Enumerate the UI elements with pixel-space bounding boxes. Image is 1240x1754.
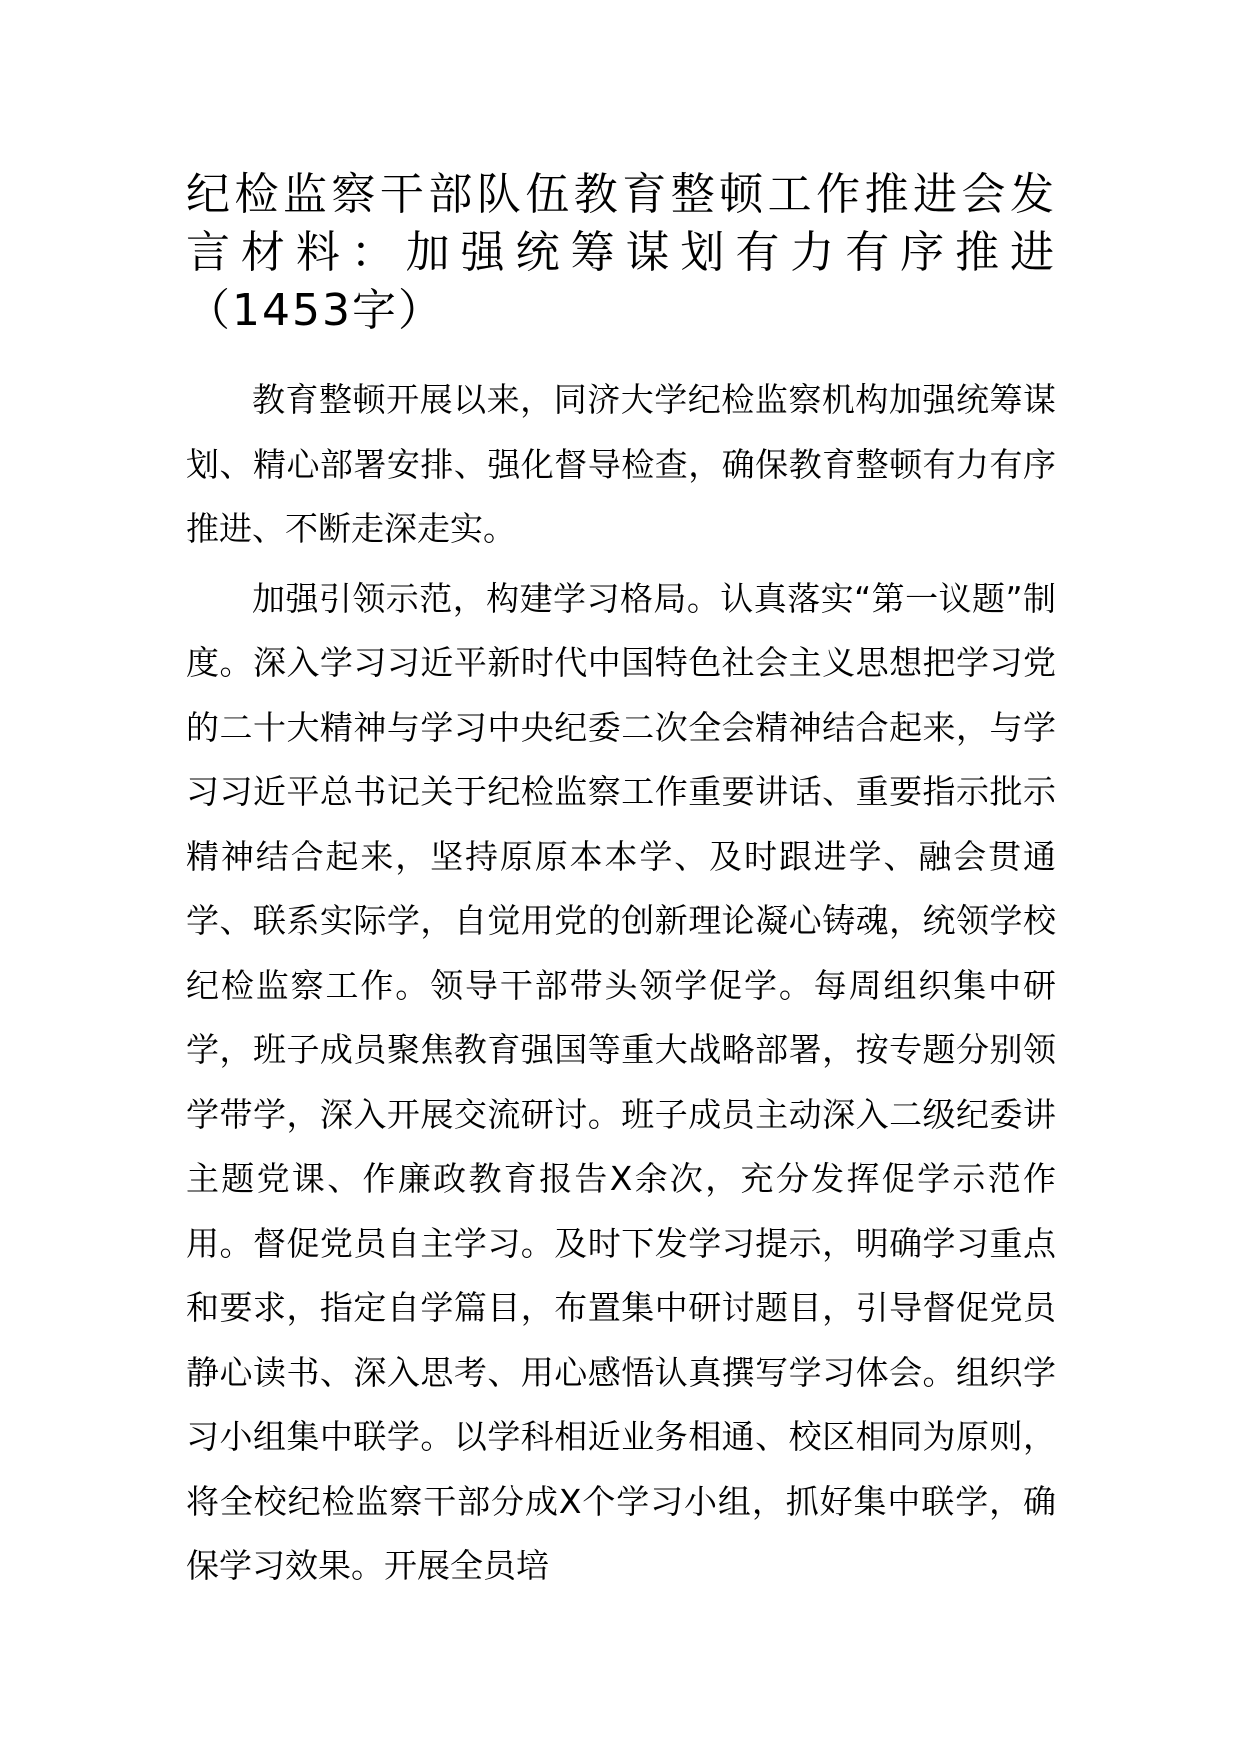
title-line-2: 言材料：加强统筹谋划有力有序推进 <box>186 227 1056 278</box>
document-title <box>186 166 1056 340</box>
title-line-3: （1453字） <box>186 285 444 336</box>
paragraph-leadership-study: 加强引领示范，构建学习格局。认真落实“第一议题”制度。深入学习习近平新时代中国特色社会主义思想把学习党的二十大精神与学习中央纪委二次全会精神结合起来，与学习习近平总书记关于纪检监察工作重要讲话、重要指示批示精神结合起来，坚持原原本本学、及时跟进学、融会贯通学、联系实际学，自觉用党的创新理论凝心铸魂，统领学校纪检监察工作。领导干部带头领学促学。每周组织集中研学，班子成员聚焦教育强国等重大战略部署，按专题分别领学带学，深入开展交流研讨。班子成员主动深入二级纪委讲主题党课、作廉政教育报告X余次，充分发挥促学示范作用。督促党员自主学习。及时下发学习提示，明确学习重点和要求，指定自学篇目，布置集中研讨题目，引导督促党员静心读书、深入思考、用心感悟认真撰写学习体会。组织学习小组集中联学。以学科相近业务相通、校区相同为原则，将全校纪检监察干部分成X个学习小组，抓好集中联学，确保学习效果。开展全员培 <box>186 578 1056 1585</box>
document-body <box>186 368 1056 1599</box>
title-line-1: 纪检监察干部队伍教育整顿工作推进会发 <box>186 169 1056 220</box>
paragraph-intro: 教育整顿开展以来，同济大学纪检监察机构加强统筹谋划、精心部署安排、强化督导检查，确保教育整顿有力有序推进、不断走深走实。 <box>186 380 1056 548</box>
